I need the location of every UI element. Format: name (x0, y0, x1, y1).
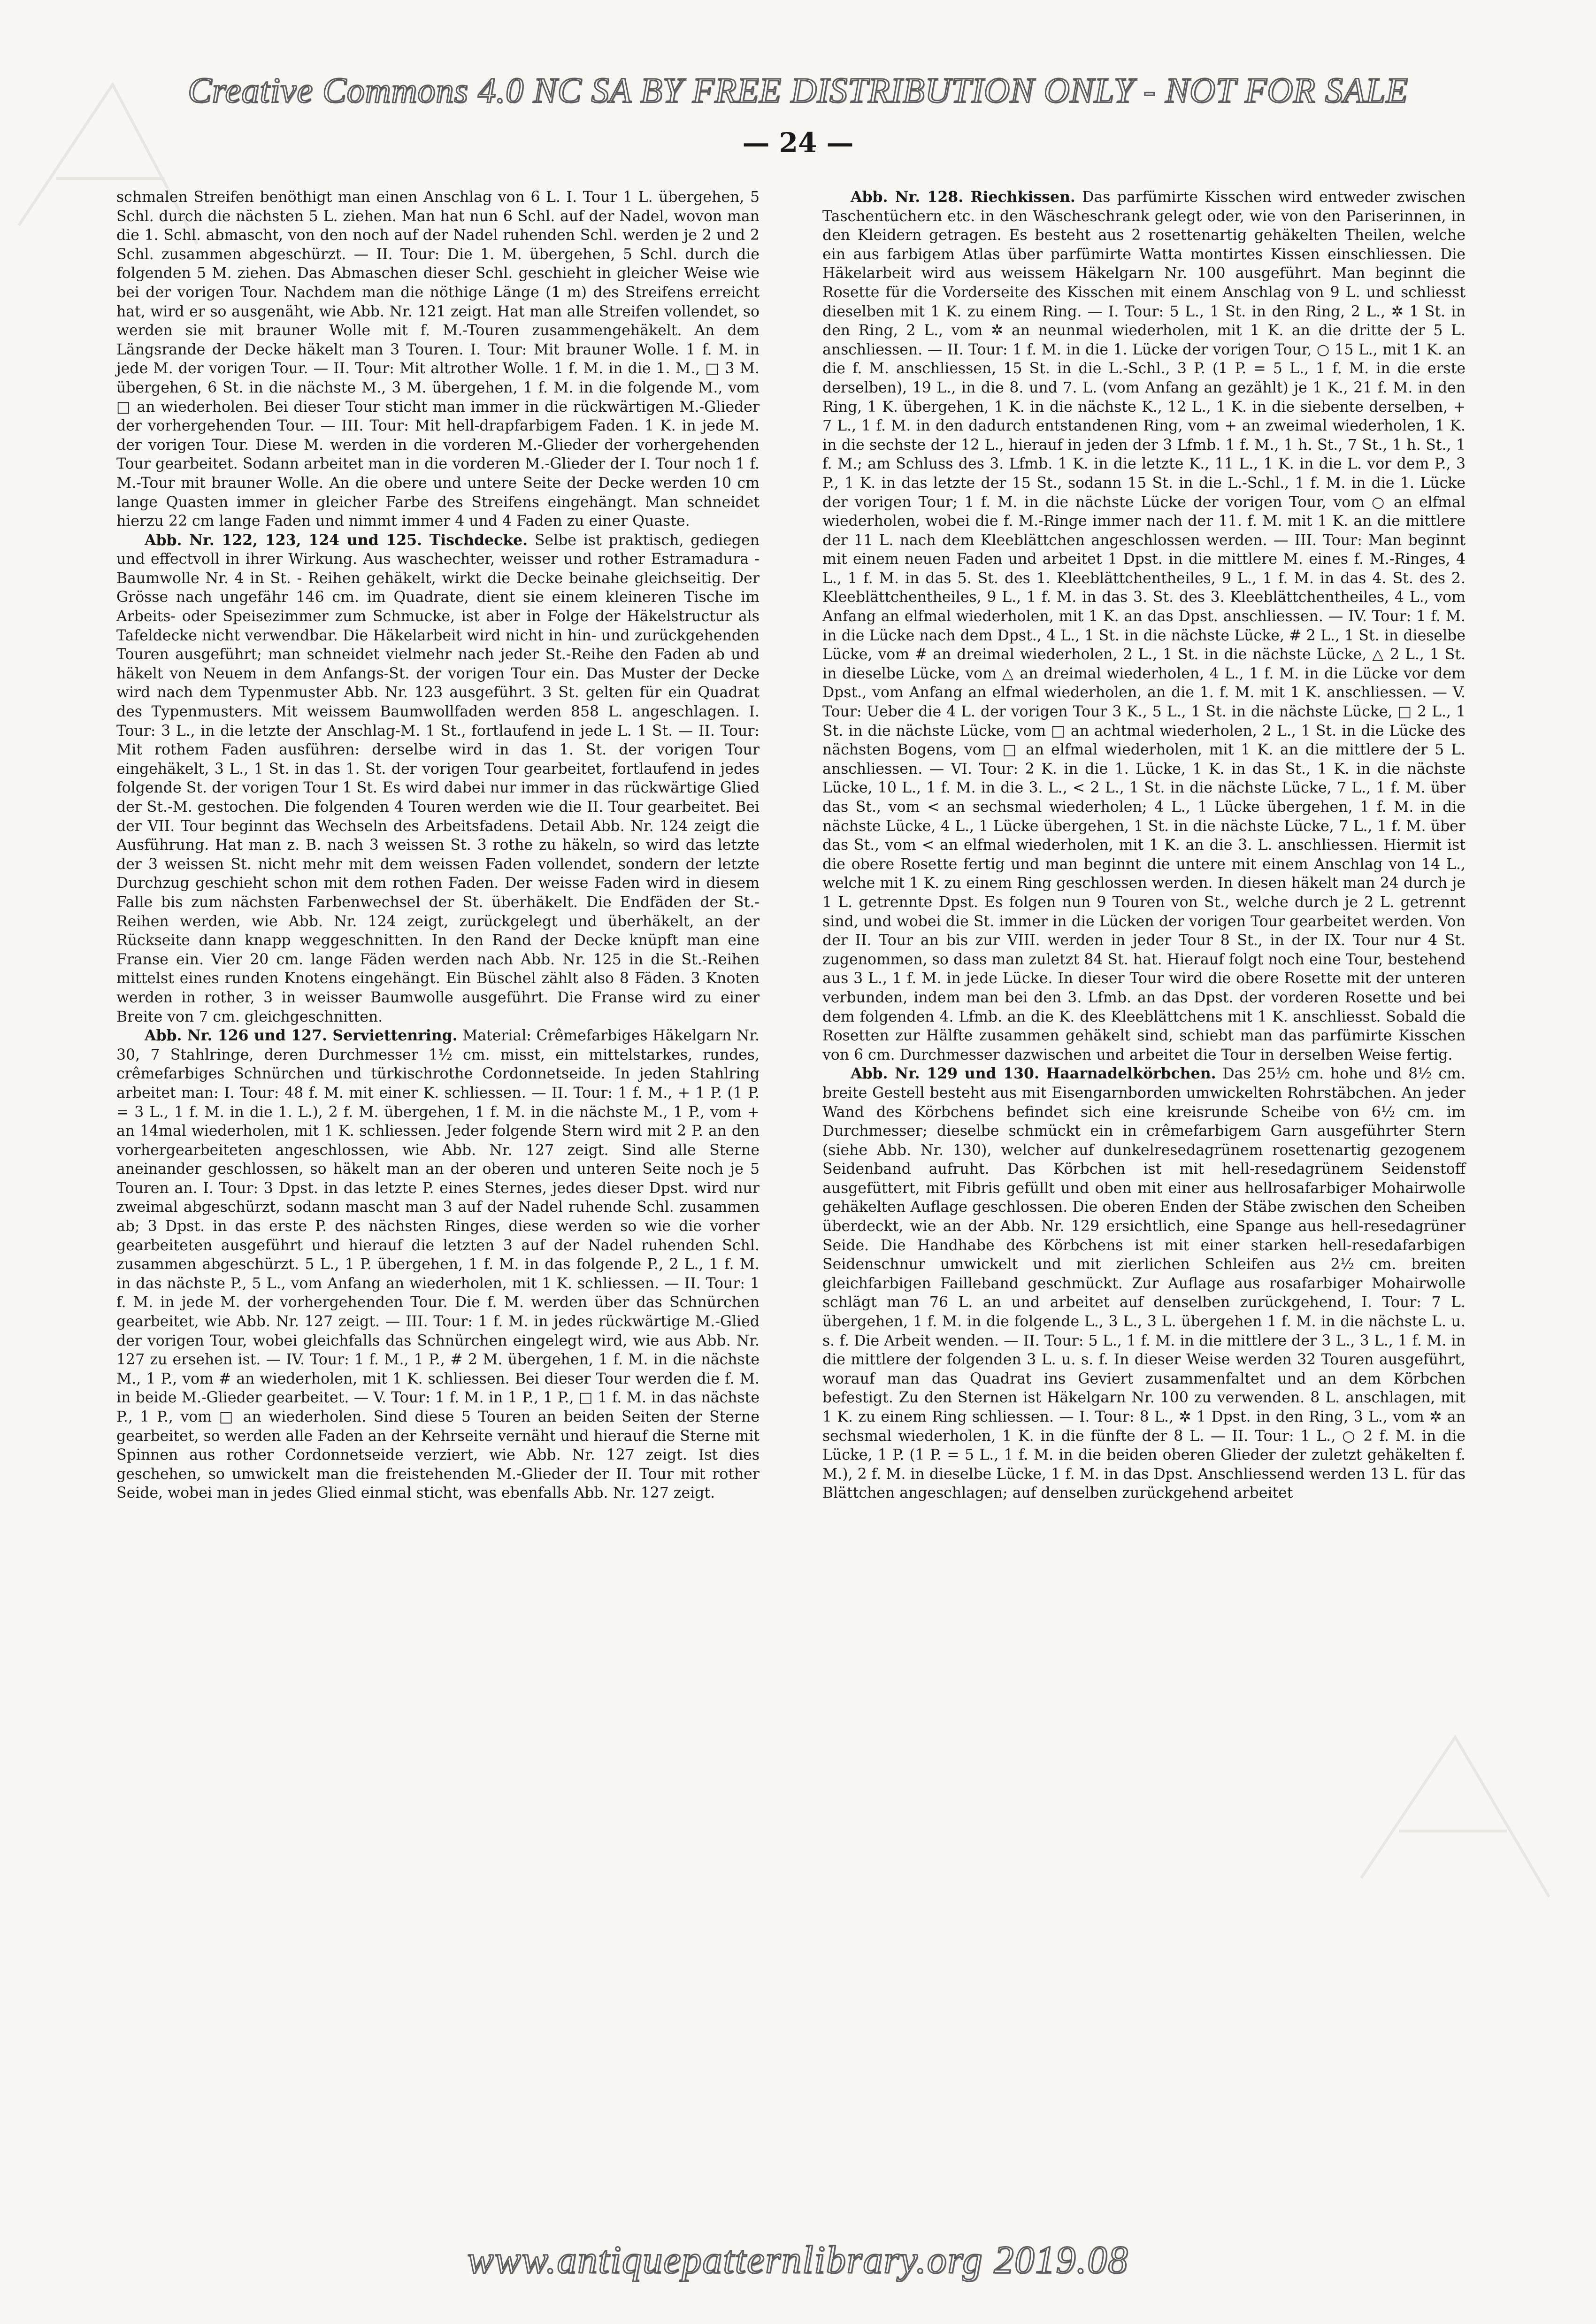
section-heading-tischdecke: Abb. Nr. 122, 123, 124 und 125. Tischdecke. (145, 531, 528, 549)
right-column (822, 188, 1466, 1503)
section-body-tischdecke: Selbe ist praktisch, gediegen und effectvoll in ihrer Wirkung. Aus waschechter, weisser und rother Estramadura - Baumwolle Nr. 4 in St. - Reihen gehäkelt, wirkt die Decke beinahe gleichseitig. Der Grösse nach ungefähr 146 cm. im Quadrate, dient sie einem kleineren Tische im Arbeits- oder Speisezimmer zum Schmucke, ist aber in Folge der Häkelstructur als Tafeldecke nicht verwendbar. Die Häkelarbeit wird nicht in hin- und zurückgehenden Touren ausgeführt; man schneidet vielmehr nach jeder St.-Reihe den Faden ab und häkelt von Neuem in dem Anfangs-St. der vorigen Tour ein. Das Muster der Decke wird nach dem Typenmuster Abb. Nr. 123 ausgeführt. 3 St. gelten für ein Quadrat des Typenmusters. Mit weissem Baumwollfaden werden 858 L. angeschlagen. I. Tour: 3 L., in die letzte der Anschlag-M. 1 St., fortlaufend in jede L. 1 St. — II. Tour: Mit rothem Faden ausführen: derselbe wird in das 1. St. der vorigen Tour eingehäkelt, 3 L., 1 St. in das 1. St. der vorigen Tour gearbeitet, fortlaufend in jedes folgende St. der vorigen Tour 1 St. Es wird dabei nur immer in das rückwärtige Glied der St.-M. gestochen. Die folgenden 4 Touren werden wie die II. Tour gearbeitet. Bei der VII. Tour beginnt das Wechseln des Arbeitsfadens. Detail Abb. Nr. 124 zeigt die Ausführung. Hat man z. B. nach 3 weissen St. 3 rothe zu häkeln, so wird das letzte der 3 weissen St. nicht mehr mit dem weissen Faden vollendet, sondern der letzte Durchzug geschieht schon mit dem rothen Faden. Der weisse Faden wird in diesem Falle bis zum nächsten Farbenwechsel der St. überhäkelt. Die Endfäden der St.-Reihen werden, wie Abb. Nr. 124 zeigt, zurückgelegt und überhäkelt, an der Rückseite dann knapp weggeschnitten. In den Rand der Decke knüpft man eine Franse ein. Vier 20 cm. lange Fäden werden nach Abb. Nr. 125 in die St.-Reihen mittelst eines runden Knotens eingehängt. Ein Büschel zählt also 8 Fäden. 3 Knoten werden in rother, 3 in weisser Baumwolle ausgeführt. Die Franse wird zu einer Breite von 7 cm. gleichgeschnitten. (116, 531, 760, 1025)
page-number: — 24 — (742, 127, 854, 159)
section-heading-serviettenring: Abb. Nr. 126 und 127. Serviettenring. (145, 1027, 458, 1045)
section-body-serviettenring: Material: Crêmefarbiges Häkelgarn Nr. 30, 7 Stahlringe, deren Durchmesser 1½ cm. misst, ein mittelstarkes, rundes, crêmefarbiges Schnürchen und türkischrothe Cordonnetseide. In jeden Stahlring arbeitet man: I. Tour: 48 f. M. mit einer K. schliessen. — II. Tour: 1 f. M., + 1 P. (1 P. = 3 L., 1 f. M. in die 1. L.), 2 f. M. übergehen, 1 f. M. in die nächste M., 1 P., vom + an 14mal wiederholen, mit 1 K. schliessen. Jeder folgende Stern wird mit 2 P. an den vorhergearbeiteten angeschlossen, wie Abb. Nr. 127 zeigt. Sind alle Sterne aneinander geschlossen, so häkelt man an der oberen und unteren Seite noch je 5 Touren an. I. Tour: 3 Dpst. in das letzte P. eines Sternes, jedes dieser Dpst. wird nur zweimal abgeschürzt, sodann mascht man 3 auf der Nadel ruhende Schl. zusammen ab; 3 Dpst. in das erste P. des nächsten Ringes, diese werden so wie die vorher gearbeiteten ausgeführt und hierauf die letzten 3 auf der Nadel ruhenden Schl. zusammen abgeschürzt. 5 L., 1 P. übergehen, 1 f. M. in das folgende P., 2 L., 1 f. M. in das nächste P., 5 L., vom Anfang an wiederholen, mit 1 K. schliessen. — II. Tour: 1 f. M. in jede M. der vorhergehenden Tour. Die f. M. werden über das Schnürchen gearbeitet, wie Abb. Nr. 127 zeigt. — III. Tour: 1 f. M. in jedes rückwärtige M.-Glied der vorigen Tour, wobei gleichfalls das Schnürchen eingelegt wird, wie aus Abb. Nr. 127 zu ersehen ist. — IV. Tour: 1 f. M., 1 P., # 2 M. übergehen, 1 f. M. in die nächste M., 1 P., vom # an wiederholen, mit 1 K. schliessen. Bei dieser Tour werden die f. M. in beide M.-Glieder gearbeitet. — V. Tour: 1 f. M. in 1 P., 1 P., □ 1 f. M. in das nächste P., 1 P., vom □ an wiederholen. Sind diese 5 Touren an beiden Seiten der Sterne gearbeitet, so werden alle Faden an der Kehrseite vernäht und hierauf die Sterne mit Spinnen aus rother Cordonnetseide verziert, wie Abb. Nr. 127 zeigt. Ist dies geschehen, so umwickelt man die freistehenden M.-Glieder der II. Tour mit rother Seide, wobei man in jedes Glied einmal sticht, was ebenfalls Abb. Nr. 127 zeigt. (116, 1027, 760, 1502)
license-banner: Creative Commons 4.0 NC SA BY FREE DISTRIBUTION ONLY - NOT FOR SALE (188, 71, 1408, 110)
left-column (116, 188, 760, 1503)
paragraph-serviettenring (116, 1026, 760, 1503)
paragraph-riechkissen (822, 188, 1466, 1064)
section-body-haarnadelkoerbchen: Das 25½ cm. hohe und 8½ cm. breite Gestell besteht aus mit Eisengarnborden umwickelten Rohrstäbchen. An jeder Wand des Körbchens befindet sich eine kreisrunde Scheibe von 6½ cm. im Durchmesser; dieselbe schmückt ein in crêmefarbigem Garn ausgeführter Stern (siehe Abb. Nr. 130), welcher auf dunkelresedagrünem rosettenartig gezogenem Seidenband aufruht. Das Körbchen ist mit hell-resedagrünem Seidenstoff ausgefüttert, mit Fibris gefüllt und oben mit einer aus hellrosafarbiger Mohairwolle gehäkelten Auflage geschlossen. Die oberen Enden der Stäbe zwischen den Scheiben überdeckt, wie an der Abb. Nr. 129 ersichtlich, eine Spange aus hell-resedagrüner Seide. Die Handhabe des Körbchens ist mit einer starken hell-resedafarbigen Seidenschnur umwickelt und mit zierlichen Schleifen aus 2½ cm. breiten gleichfarbigen Failleband geschmückt. Zur Auflage aus rosafarbiger Mohairwolle schlägt man 76 L. an und arbeitet auf denselben zurückgehend, I. Tour: 7 L. übergehen, 1 f. M. in die folgende L., 3 L., 3 L. übergehen 1 f. M. in die nächste L. u. s. f. Die Arbeit wenden. — II. Tour: 5 L., 1 f. M. in die mittlere der 3 L., 3 L., 1 f. M. in die mittlere der folgenden 3 L. u. s. f. In dieser Weise werden 32 Touren ausgeführt, worauf man das Quadrat ins Geviert zusammenfaltet und an dem Körbchen befestigt. Zu den Sternen ist Häkelgarn Nr. 100 zu verwenden. 8 L. anschlagen, mit 1 K. zu einem Ring schliessen. — I. Tour: 8 L., ✲ 1 Dpst. in den Ring, 3 L., vom ✲ an sechsmal wiederholen, 1 K. in die fünfte der 8 L. — II. Tour: 1 L., ○ 2 f. M. in die Lücke, 1 P. (1 P. = 5 L., 1 f. M. in die beiden oberen Glieder der zuletzt gehäkelten f. M.), 2 f. M. in dieselbe Lücke, 1 f. M. in das Dpst. Anschliessend werden 13 L. für das Blättchen angeschlagen; auf denselben zurückgehend arbeitet (822, 1065, 1466, 1502)
paragraph-blanket-strips: schmalen Streifen benöthigt man einen Anschlag von 6 L. I. Tour 1 L. übergehen, 5 Schl. durch die nächsten 5 L. ziehen. Man hat nun 6 Schl. auf der Nadel, wovon man die 1. Schl. abmascht, von den noch auf der Nadel ruhenden Schl. werden je 2 und 2 Schl. zusammen abgeschürzt. — II. Tour: Die 1. M. übergehen, 5 Schl. durch die folgenden 5 M. ziehen. Das Abmaschen dieser Schl. geschieht in gleicher Weise wie bei der vorigen Tour. Nachdem man die nöthige Länge (1 m) des Streifens erreicht hat, wird er so ausgenäht, wie Abb. Nr. 121 zeigt. Hat man alle Streifen vollendet, so werden sie mit brauner Wolle mit f. M.-Touren zusammengehäkelt. An dem Längsrande der Decke häkelt man 3 Touren. I. Tour: Mit brauner Wolle. 1 f. M. in jede M. der vorigen Tour. — II. Tour: Mit altrother Wolle. 1 f. M. in die 1. M., □ 3 M. übergehen, 6 St. in die nächste M., 3 M. übergehen, 1 f. M. in die folgende M., vom □ an wiederholen. Bei dieser Tour sticht man immer in die rückwärtigen M.-Glieder der vorhergehenden Tour. — III. Tour: Mit hell-drapfarbigem Faden. 1 K. in jede M. der vorigen Tour. Diese M. werden in die vorderen M.-Glieder der vorhergehenden Tour gearbeitet. Sodann arbeitet man in die vorderen M.-Glieder der I. Tour noch 1 f. M.-Tour mit brauner Wolle. An die obere und untere Seite der Decke werden 10 cm lange Quasten immer in gleicher Farbe des Streifens eingehängt. Man schneidet hierzu 22 cm lange Faden und nimmt immer 4 und 4 Faden zu einer Quaste. (116, 189, 760, 530)
footer-url: www.antiquepatternlibrary.org 2019.08 (467, 2238, 1129, 2282)
paragraph-haarnadelkoerbchen (822, 1064, 1466, 1503)
paragraph-tischdecke (116, 531, 760, 1026)
section-heading-haarnadelkoerbchen: Abb. Nr. 129 und 130. Haarnadelkörbchen. (851, 1065, 1216, 1083)
section-heading-riechkissen: Abb. Nr. 128. Riechkissen. (851, 188, 1075, 206)
section-body-riechkissen: Das parfümirte Kisschen wird entweder zwischen Taschentüchern etc. in den Wäscheschrank gelegt oder, wie von den Pariserinnen, in den Kleidern getragen. Es besteht aus 2 rosettenartig gehäkelten Theilen, welche ein aus farbigem Atlas über parfümirte Watta montirtes Kissen einschliessen. Die Häkelarbeit wird aus weissem Häkelgarn Nr. 100 ausgeführt. Man beginnt die Rosette für die Vorderseite des Kisschen mit einem Anschlag von 9 L. und schliesst dieselben mit 1 K. zu einem Ring. — I. Tour: 5 L., 1 St. in den Ring, 2 L., ✲ 1 St. in den Ring, 2 L., vom ✲ an neunmal wiederholen, mit 1 K. an die dritte der 5 L. anschliessen. — II. Tour: 1 f. M. in die 1. Lücke der vorigen Tour, ○ 15 L., mit 1 K. an die f. M. anschliessen, 15 St. in die L.-Schl., 3 P. (1 P. = 5 L., 1 f. M. in die erste derselben), 19 L., in die 8. und 7. L. (vom Anfang an gezählt) je 1 K., 21 f. M. in den Ring, 1 K. übergehen, 1 K. in die nächste K., 12 L., 1 K. in die siebente derselben, + 7 L., 1 f. M. in den dadurch entstandenen Ring, vom + an zweimal wiederholen, 1 K. in die sechste der 12 L., hierauf in jeden der 3 Lfmb. 1 f. M., 1 h. St., 7 St., 1 h. St., 1 f. M.; am Schluss des 3. Lfmb. 1 K. in die letzte K., 11 L., 1 K. in die L. vor dem P., 3 P., 1 K. in das letzte der 15 St., sodann 15 St. in die L.-Schl., 1 f. M. in die 1. Lücke der vorigen Tour; 1 f. M. in die nächste Lücke der vorigen Tour, vom ○ an elfmal wiederholen, wobei die f. M.-Ringe immer nach der 11. f. M. mit 1 K. an die mittlere der 11 L. nach dem Kleeblättchen angeschlossen werden. — III. Tour: Man beginnt mit einem neuen Faden und arbeitet 1 Dpst. in die mittlere M. eines f. M.-Ringes, 4 L., 1 f. M. in das 5. St. des 1. Kleeblättchentheiles, 9 L., 1 f. M. in das 4. St. des 2. Kleeblättchentheiles, 9 L., 1 f. M. in das 3. St. des 3. Kleeblättchentheiles, 4 L., vom Anfang an elfmal wiederholen, mit 1 K. an das Dpst. anschliessen. — IV. Tour: 1 f. M. in die Lücke nach dem Dpst., 4 L., 1 St. in die nächste Lücke, # 2 L., 1 St. in dieselbe Lücke, vom # an dreimal wiederholen, 2 L., 1 St. in die nächste Lücke, △ 2 L., 1 St. in dieselbe Lücke, vom △ an dreimal wiederholen, 4 L., 1 f. M. in die Lücke vor dem Dpst., vom Anfang an elfmal wiederholen, an die 1. f. M. mit 1 K. anschliessen. — V. Tour: Ueber die 4 L. der vorigen Tour 3 K., 5 L., 1 St. in die nächste Lücke, □ 2 L., 1 St. in die nächste Lücke, vom □ an achtmal wiederholen, 2 L., 1 St. in die Lücke des nächsten Bogens, vom □ an elfmal wiederholen, mit 1 K. an die mittlere der 5 L. anschliessen. — VI. Tour: 2 K. in die 1. Lücke, 1 K. in das St., 1 K. in die nächste Lücke, 10 L., 1 f. M. in die 3. L., < 2 L., 1 St. in die nächste Lücke, 7 L., 1 f. M. über das St., vom < an sechsmal wiederholen; 4 L., 1 Lücke übergehen, 1 f. M. in die nächste Lücke, 4 L., 1 Lücke übergehen, 1 St. in die nächste Lücke, 7 L., 1 f. M. über das St., vom < an elfmal wiederholen, mit 1 K. an die 3. L. anschliessen. Hiermit ist die obere Rosette fertig und man beginnt die untere mit einem Anschlag von 14 L., welche mit 1 K. zu einem Ring geschlossen werden. In diesen häkelt man 24 durch je 1 L. getrennte Dpst. Es folgen nun 9 Touren von St., welche durch je 2 L. getrennt sind, und wobei die St. immer in die Lücken der vorigen Tour gearbeitet werden. Von der II. Tour an bis zur VIII. werden in jeder Tour 8 St., in der IX. Tour nur 4 St. zugenommen, so dass man zuletzt 84 St. hat. Hierauf folgt noch eine Tour, bestehend aus 3 L., 1 f. M. in jede Lücke. In dieser Tour wird die obere Rosette mit der unteren verbunden, indem man bei den 3. Lfmb. an das Dpst. der vorderen Rosette und bei dem folgenden 4. Lfmb. an die K. des Kleeblättchens mit 1 K. anschliesst. Sobald die Rosetten zur Hälfte zusammen gehäkelt sind, schiebt man das parfümirte Kisschen von 6 cm. Durchmesser dazwischen und arbeitet die Tour in derselben Weise fertig. (822, 189, 1466, 1063)
